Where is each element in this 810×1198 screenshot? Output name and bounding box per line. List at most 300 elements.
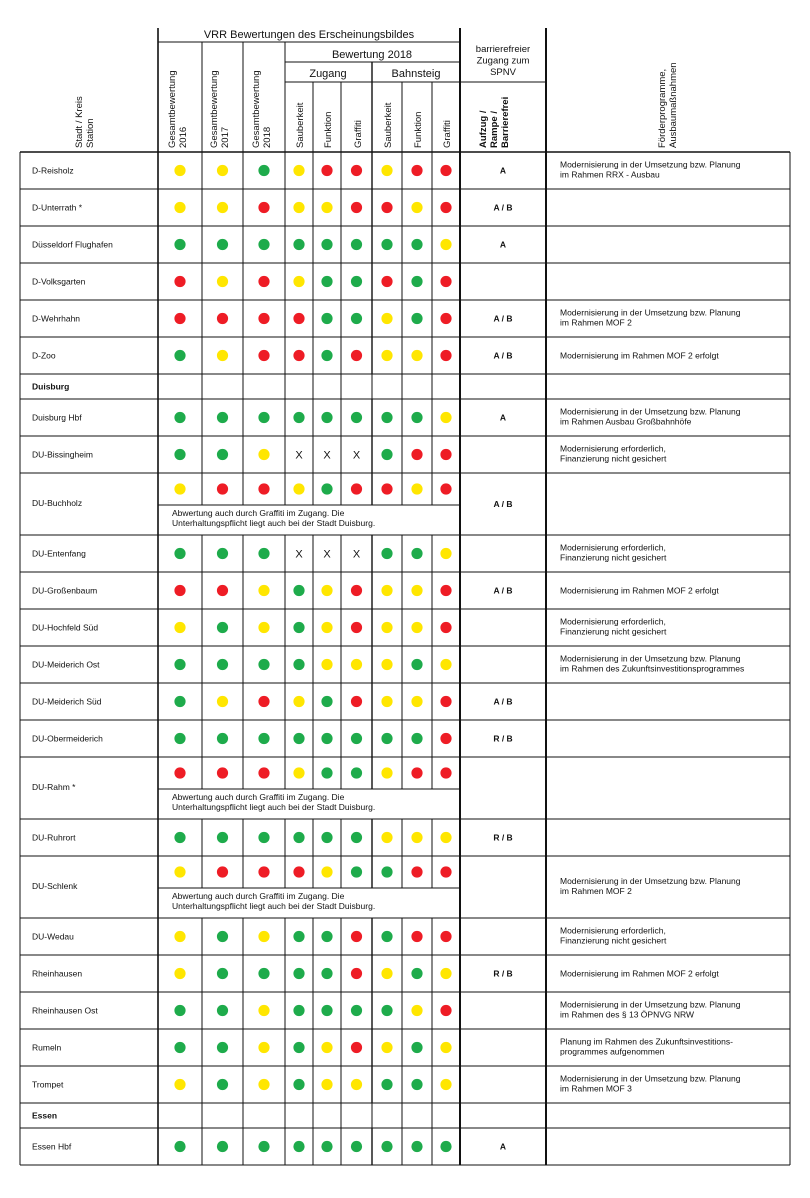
rating-dot (174, 832, 185, 843)
rating-dot (174, 968, 185, 979)
rating-dot (258, 548, 269, 559)
rating-dot (174, 767, 185, 778)
rating-dot (217, 313, 228, 324)
row-note (172, 891, 375, 911)
rating-dot (440, 313, 451, 324)
rating-dot (174, 350, 185, 361)
rating-dot (381, 548, 392, 559)
rating-dot (258, 202, 269, 213)
rating-dot (217, 622, 228, 633)
rating-dot (440, 931, 451, 942)
rating-dot (351, 239, 362, 250)
program-text: Modernisierung im Rahmen MOF 2 erfolgt (560, 968, 719, 979)
program-text-line: Modernisierung in der Umsetzung bzw. Planung (560, 999, 741, 1010)
funktion-bahnsteig-header: Funktion (413, 111, 424, 148)
not-rated-mark: X (352, 449, 361, 462)
rating-dot (321, 350, 332, 361)
rating-dot (411, 449, 422, 460)
station-name: DU-Schlenk (32, 881, 78, 891)
rating-dot (440, 483, 451, 494)
rating-dot (258, 622, 269, 633)
station-name: Rheinhausen (32, 968, 83, 979)
rating-dot (217, 659, 228, 670)
rating-dot (217, 239, 228, 250)
not-rated-mark: X (323, 548, 331, 561)
program-text-line: Finanzierung nicht gesichert (560, 626, 667, 637)
rating-dot (381, 968, 392, 979)
rating-dot (411, 202, 422, 213)
program-text-line: Modernisierung erforderlich, (560, 925, 666, 936)
rating-dot (174, 449, 185, 460)
rating-dot (351, 767, 362, 778)
rating-dot (440, 350, 451, 361)
rating-dot (217, 165, 228, 176)
rating-dot (217, 202, 228, 213)
rating-dot (351, 276, 362, 287)
program-text-line: Modernisierung erforderlich, (560, 542, 666, 553)
gesamt-2018-header-line: Gesamtbewertung (251, 70, 262, 148)
rating-dot (321, 733, 332, 744)
rating-dot (258, 1079, 269, 1090)
rating-dot (351, 350, 362, 361)
rating-dot (381, 733, 392, 744)
access-column-header-line: Barrierefrei (499, 96, 511, 148)
rating-dot (321, 832, 332, 843)
rating-dot (321, 767, 332, 778)
rating-dot (321, 1042, 332, 1053)
program-text (560, 876, 741, 896)
rating-dot (217, 483, 228, 494)
rating-dot (293, 165, 304, 176)
not-rated-mark: X (352, 548, 361, 561)
rating-dot (381, 1141, 392, 1152)
program-text-line: im Rahmen MOF 3 (560, 1083, 632, 1094)
row-note-line: Abwertung auch durch Graffiti im Zugang. Die (172, 891, 345, 901)
rating-dot (381, 202, 392, 213)
rating-dot (381, 483, 392, 494)
rating-dot (293, 1042, 304, 1053)
program-text (560, 1000, 741, 1020)
rating-dot (411, 585, 422, 596)
rating-dot (293, 733, 304, 744)
rating-dot (258, 1141, 269, 1152)
station-name: DU-Obermeiderich (32, 733, 103, 744)
rating-dot (293, 1005, 304, 1016)
station-name: D-Wehrhahn (32, 313, 81, 324)
rating-dot (258, 313, 269, 324)
rating-dot (411, 733, 422, 744)
rating-dot (440, 202, 451, 213)
rating-dot (381, 1005, 392, 1016)
access-value: A / B (493, 585, 513, 596)
access-group-header-line: SPNV (490, 66, 516, 78)
rating-dot (217, 866, 228, 877)
rating-dot (217, 412, 228, 423)
rating-dot (258, 239, 269, 250)
access-group-header-line: Zugang zum (476, 55, 530, 67)
access-value: A (499, 239, 507, 250)
program-text (560, 160, 741, 180)
program-text (560, 654, 744, 674)
program-text-line: Planung im Rahmen des Zukunftsinvestitions- (560, 1036, 733, 1047)
rating-dot (440, 412, 451, 423)
rating-dot (174, 1005, 185, 1016)
program-text (560, 1037, 733, 1057)
rating-dot (174, 548, 185, 559)
rating-dot (293, 659, 304, 670)
access-column-header-line: Rampe / (488, 111, 500, 148)
station-name: D-Volksgarten (32, 276, 86, 287)
access-value: A / B (493, 696, 513, 707)
rating-dot (440, 276, 451, 287)
rating-dot (321, 165, 332, 176)
rating-dot (440, 1079, 451, 1090)
rating-dot (440, 1005, 451, 1016)
station-name: D-Zoo (32, 350, 56, 361)
rating-dot (381, 866, 392, 877)
station-name: D-Reisholz (32, 165, 74, 176)
row-note (172, 792, 375, 812)
access-value: A / B (493, 202, 513, 213)
rating-dot (258, 1005, 269, 1016)
program-text-line: Modernisierung erforderlich, (560, 443, 666, 454)
row-note-line: Abwertung auch durch Graffiti im Zugang. Die (172, 792, 345, 802)
rating-dot (321, 483, 332, 494)
rating-dot (174, 483, 185, 494)
rating-dot (411, 548, 422, 559)
rating-dot (293, 931, 304, 942)
station-name: DU-Buchholz (32, 498, 83, 508)
rating-dot (351, 313, 362, 324)
rating-dot (293, 202, 304, 213)
rating-dot (411, 165, 422, 176)
rating-dot (258, 696, 269, 707)
station-name: Rumeln (32, 1042, 62, 1053)
rating-dot (411, 1079, 422, 1090)
rating-dot (381, 276, 392, 287)
program-text-line: im Rahmen des § 13 ÖPNVG NRW (560, 1009, 694, 1020)
rating-dot (293, 239, 304, 250)
rating-dot (351, 1042, 362, 1053)
rating-dot (258, 449, 269, 460)
rating-dot (411, 696, 422, 707)
rating-dot (351, 968, 362, 979)
rating-dot (258, 276, 269, 287)
bahnsteig-header: Bahnsteig (391, 68, 441, 80)
program-text-line: Finanzierung nicht gesichert (560, 935, 667, 946)
rating-dot (411, 239, 422, 250)
rating-dot (258, 165, 269, 176)
rating-dot (258, 483, 269, 494)
rating-dot (381, 832, 392, 843)
rating-dot (258, 659, 269, 670)
rating-dot (174, 696, 185, 707)
rating-dot (411, 931, 422, 942)
station-name: Düsseldorf Flughafen (32, 239, 113, 250)
access-value: A (499, 1141, 507, 1152)
station-name: DU-Rahm * (32, 782, 76, 792)
rating-dot (258, 931, 269, 942)
station-name: DU-Großenbaum (32, 585, 98, 596)
program-text (560, 926, 667, 946)
program-text (560, 543, 667, 563)
rating-dot (321, 622, 332, 633)
station-column-header-line: Station (84, 118, 96, 148)
rating-dot (351, 659, 362, 670)
station-name: DU-Meiderich Süd (32, 696, 102, 707)
rating-dot (174, 276, 185, 287)
station-name: Duisburg Hbf (32, 412, 82, 423)
program-text-line: Modernisierung in der Umsetzung bzw. Planung (560, 406, 741, 417)
rating-dot (351, 1141, 362, 1152)
rating-dot (351, 412, 362, 423)
rating-dot (321, 1005, 332, 1016)
rating-dot (351, 931, 362, 942)
rating-dot (217, 767, 228, 778)
program-text-line: im Rahmen des Zukunftsinvestitionsprogrammes (560, 663, 745, 674)
rating-dot (174, 1042, 185, 1053)
program-text-line: programmes aufgenommen (560, 1046, 665, 1057)
station-name: Essen Hbf (32, 1141, 72, 1152)
rating-dot (411, 622, 422, 633)
rating-dot (411, 1042, 422, 1053)
rating-dot (440, 239, 451, 250)
gesamt-2018-header (251, 70, 273, 148)
rating-dot (321, 1079, 332, 1090)
rating-dot (351, 1079, 362, 1090)
rating-dot (411, 659, 422, 670)
row-note-line: Unterhaltungspflicht liegt auch bei der Stadt Duisburg. (172, 901, 376, 912)
rating-dot (381, 585, 392, 596)
access-value: A / B (493, 350, 513, 361)
program-column-header-line: Förderprogramme, (657, 68, 668, 148)
program-text-line: Modernisierung in der Umsetzung bzw. Planung (560, 1073, 741, 1084)
rating-dot (174, 622, 185, 633)
bewertung-2018-header: Bewertung 2018 (331, 49, 413, 61)
rating-dot (440, 696, 451, 707)
rating-dot (293, 622, 304, 633)
rating-dot (258, 585, 269, 596)
rating-dot (381, 767, 392, 778)
rating-dot (293, 1079, 304, 1090)
gesamt-2016-header-line: 2016 (177, 126, 189, 148)
graffiti-bahnsteig-header: Graffiti (442, 120, 453, 148)
rating-dot (258, 968, 269, 979)
access-value: A / B (493, 499, 513, 509)
access-value: R / B (493, 832, 513, 843)
access-value: R / B (493, 733, 513, 744)
rating-dot (258, 767, 269, 778)
funktion-zugang-header: Funktion (323, 111, 334, 148)
rating-dot (293, 350, 304, 361)
gesamt-2017-header (209, 70, 231, 148)
program-text-line: Modernisierung erforderlich, (560, 616, 666, 627)
rating-dot (440, 767, 451, 778)
rating-dot (440, 548, 451, 559)
station-column-header-line: Stadt / Kreis (74, 96, 85, 148)
rating-dot (411, 412, 422, 423)
rating-dot (258, 733, 269, 744)
program-text: Modernisierung im Rahmen MOF 2 erfolgt (560, 585, 719, 596)
access-group-header (476, 44, 530, 78)
rating-dot (381, 239, 392, 250)
rating-dot (321, 931, 332, 942)
rating-dot (217, 276, 228, 287)
sauberkeit-zugang-header: Sauberkeit (295, 102, 306, 148)
rating-dot (321, 313, 332, 324)
rating-dot (258, 350, 269, 361)
gesamt-2016-header (167, 70, 189, 148)
rating-dot (440, 832, 451, 843)
rating-dot (293, 585, 304, 596)
rating-dot (440, 968, 451, 979)
program-text-line: Modernisierung in der Umsetzung bzw. Planung (560, 307, 741, 318)
rating-dot (217, 1141, 228, 1152)
rating-dot (411, 313, 422, 324)
rating-dot (381, 165, 392, 176)
rating-dot (440, 733, 451, 744)
rating-dot (293, 696, 304, 707)
station-name: DU-Entenfang (32, 548, 86, 559)
rating-dot (351, 1005, 362, 1016)
city-name: Duisburg (32, 381, 70, 392)
access-value: A / B (493, 313, 513, 324)
gesamt-2017-header-line: Gesamtbewertung (209, 70, 220, 148)
rating-dot (217, 968, 228, 979)
rating-dot (293, 767, 304, 778)
rating-dot (381, 622, 392, 633)
program-text-line: Modernisierung in der Umsetzung bzw. Planung (560, 653, 741, 664)
rating-dot (174, 412, 185, 423)
station-name: DU-Bissingheim (32, 449, 93, 460)
rating-dot (174, 931, 185, 942)
rating-dot (293, 313, 304, 324)
program-text (560, 407, 741, 427)
rating-dot (293, 412, 304, 423)
rating-dot (217, 1042, 228, 1053)
station-column-header (74, 96, 96, 148)
rating-dot (351, 585, 362, 596)
program-text-line: im Rahmen RRX - Ausbau (560, 169, 660, 180)
rating-dot (174, 659, 185, 670)
rating-dot (321, 202, 332, 213)
rating-dot (321, 276, 332, 287)
rating-dot (321, 659, 332, 670)
rating-dot (321, 696, 332, 707)
rating-dot (174, 733, 185, 744)
rating-dot (351, 483, 362, 494)
rating-dot (351, 866, 362, 877)
access-value: A (499, 165, 507, 176)
rating-dot (381, 449, 392, 460)
rating-dot (217, 733, 228, 744)
rating-dot (411, 968, 422, 979)
rating-dot (411, 866, 422, 877)
program-text (560, 308, 741, 328)
station-name: D-Unterrath * (32, 202, 83, 213)
rating-dot (381, 931, 392, 942)
rating-dot (217, 832, 228, 843)
rating-dot (293, 968, 304, 979)
program-text-line: Modernisierung in der Umsetzung bzw. Planung (560, 876, 741, 886)
rating-dot (217, 585, 228, 596)
rating-dot (440, 1042, 451, 1053)
rating-dot (411, 767, 422, 778)
rating-dot (351, 165, 362, 176)
rating-dot (351, 622, 362, 633)
graffiti-zugang-header: Graffiti (353, 120, 364, 148)
rating-dot (381, 313, 392, 324)
rating-dot (440, 1141, 451, 1152)
rating-dot (293, 832, 304, 843)
rating-dot (440, 165, 451, 176)
rating-dot (411, 832, 422, 843)
rating-dot (351, 202, 362, 213)
station-name: DU-Meiderich Ost (32, 659, 100, 670)
rating-dot (381, 659, 392, 670)
row-note-line: Abwertung auch durch Graffiti im Zugang. Die (172, 508, 345, 518)
rating-dot (440, 622, 451, 633)
rating-dot (217, 1079, 228, 1090)
program-text (560, 444, 667, 464)
sauberkeit-bahnsteig-header: Sauberkeit (383, 102, 394, 148)
rating-dot (321, 968, 332, 979)
rating-dot (351, 832, 362, 843)
program-text-line: im Rahmen MOF 2 (560, 317, 632, 328)
rating-dot (217, 1005, 228, 1016)
gesamt-2016-header-line: Gesamtbewertung (167, 70, 178, 148)
rating-dot (440, 866, 451, 877)
rating-dot (351, 696, 362, 707)
not-rated-mark: X (295, 449, 303, 462)
program-text: Modernisierung im Rahmen MOF 2 erfolgt (560, 350, 719, 361)
rating-dot (174, 202, 185, 213)
gesamt-2017-header-line: 2017 (219, 126, 231, 148)
gesamt-2018-header-line: 2018 (261, 126, 273, 148)
rating-dot (440, 659, 451, 670)
rating-dot (217, 350, 228, 361)
station-name: DU-Hochfeld Süd (32, 622, 99, 633)
not-rated-mark: X (295, 548, 303, 561)
rating-dot (411, 276, 422, 287)
rating-dot (174, 313, 185, 324)
rating-dot (217, 449, 228, 460)
program-text-line: im Rahmen Ausbau Großbahnhöfe (560, 416, 692, 427)
rating-dot (217, 696, 228, 707)
rating-dot (174, 239, 185, 250)
row-note-line: Unterhaltungspflicht liegt auch bei der Stadt Duisburg. (172, 802, 376, 813)
zugang-header: Zugang (309, 68, 347, 80)
rating-dot (217, 931, 228, 942)
program-column-header (657, 62, 679, 148)
rating-dot (174, 1079, 185, 1090)
rating-dot (440, 585, 451, 596)
rating-dot (411, 483, 422, 494)
rating-dot (174, 165, 185, 176)
rating-dot (174, 585, 185, 596)
station-name: DU-Ruhrort (32, 832, 76, 843)
station-name: DU-Wedau (32, 931, 74, 942)
vrr-group-header: VRR Bewertungen des Erscheinungsbildes (203, 29, 415, 41)
city-name: Essen (32, 1110, 58, 1121)
rating-dot (321, 239, 332, 250)
rating-dot (411, 1005, 422, 1016)
rating-dot (411, 350, 422, 361)
rating-dot (321, 412, 332, 423)
rating-dot (381, 1079, 392, 1090)
rating-dot (217, 548, 228, 559)
rating-dot (258, 832, 269, 843)
